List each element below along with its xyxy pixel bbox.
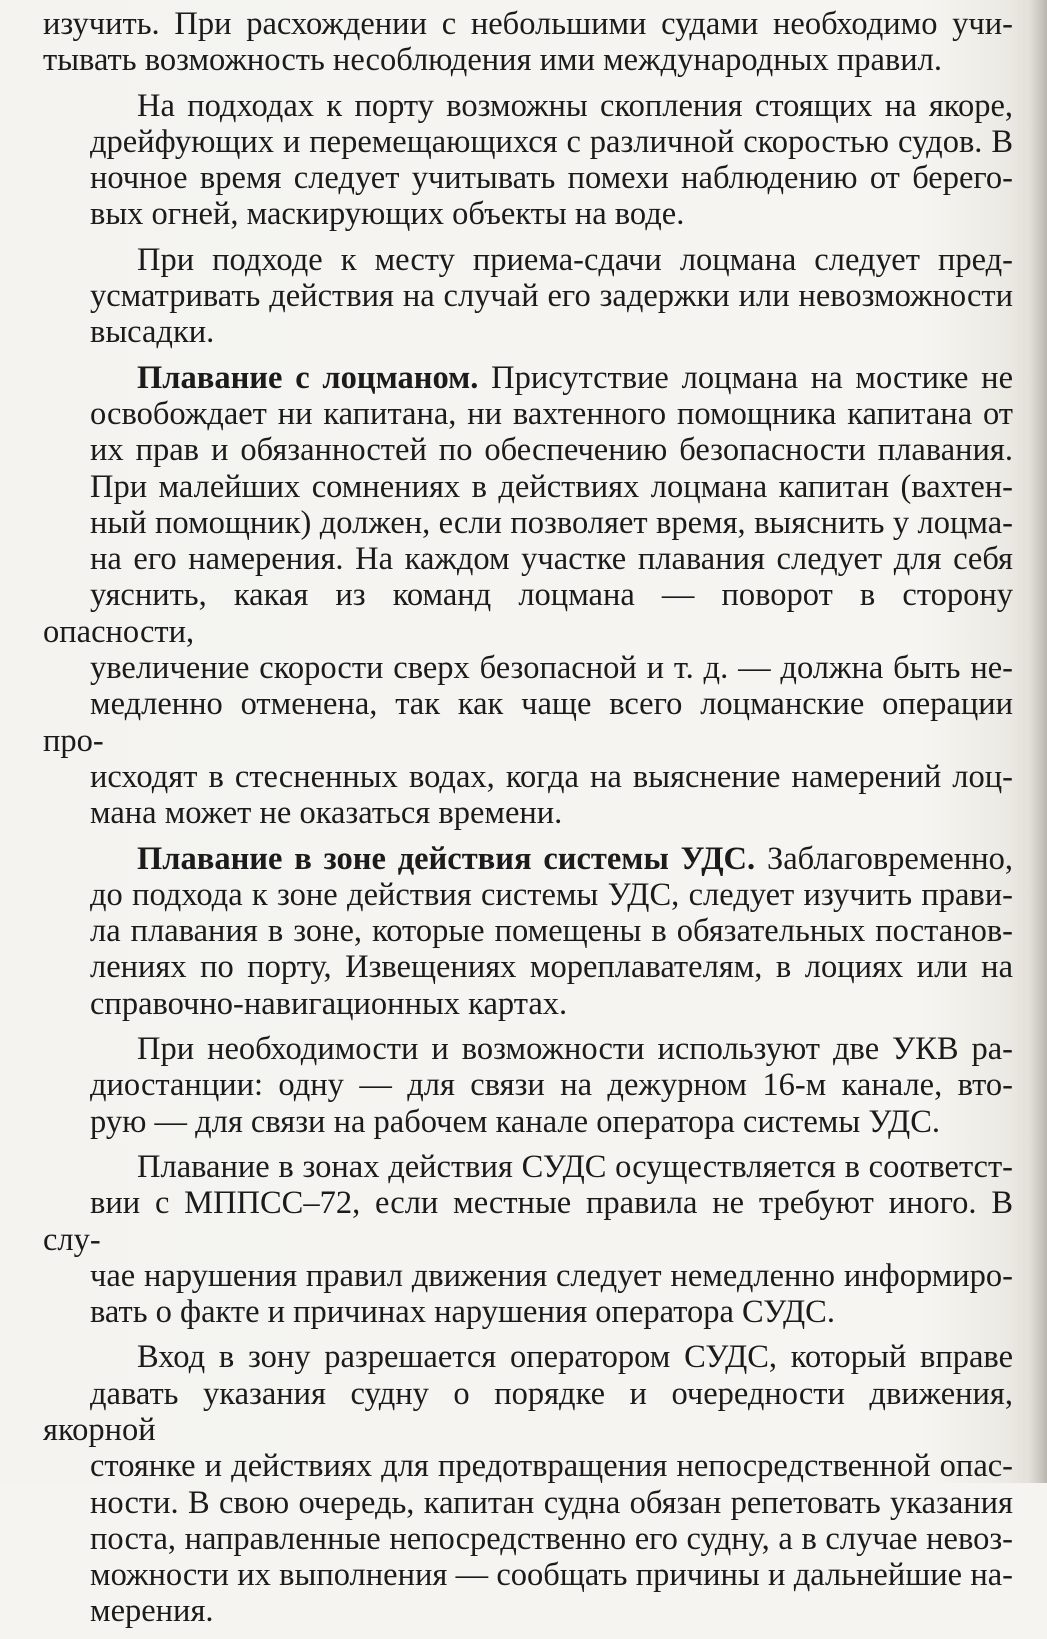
- paragraph-line: до подхода к зоне действия системы УДС, следует изучить прави-: [90, 876, 1013, 913]
- heading-line-text: Присутствие лоцмана на мостике не: [478, 359, 1013, 396]
- paragraph: [43, 841, 1013, 1022]
- paragraph-line: освобождает ни капитана, ни вахтенного помощника капитана от: [90, 395, 1013, 432]
- paragraph-line: ночное время следует учитывать помехи наблюдению от берего-: [90, 160, 1013, 197]
- paragraph-line: мана может не оказаться времени.: [90, 795, 563, 832]
- paragraph-line: вать о факте и причинах нарушения оператора СУДС.: [90, 1294, 835, 1331]
- paragraph-line: давать указания судну о порядке и очередности движения, якорной: [43, 1375, 1013, 1448]
- paragraph-line: их прав и обязанностей по обеспечению безопасности плавания.: [90, 432, 1013, 469]
- section-heading: Плавание с лоцманом.: [137, 359, 479, 396]
- paragraph-line: При необходимости и возможности используют две УКВ ра-: [137, 1031, 1013, 1068]
- paragraph-line: на его намерения. На каждом участке плавания следует для себя: [90, 541, 1013, 578]
- paragraph-line: ности. В свою очередь, капитан судна обязан репетовать указания: [90, 1484, 1013, 1521]
- paragraph-line: лениях по порту, Извещениях мореплавателям, в лоциях или на: [90, 949, 1013, 986]
- paragraph-line: чае нарушения правил движения следует немедленно информиро-: [90, 1257, 1013, 1294]
- paragraph-line: [43, 841, 1013, 877]
- paragraph-line: можности их выполнения — сообщать причины и дальнейшие на-: [90, 1557, 1013, 1594]
- paragraph-line: изучить. При расхождении с небольшими судами необходимо учи-: [43, 6, 1013, 42]
- paragraph-line: При малейших сомнениях в действиях лоцмана капитан (вахтен-: [90, 468, 1013, 505]
- page-edge-shadow: [1029, 0, 1047, 1483]
- paragraph-line: медленно отменена, так как чаще всего лоцманские операции про-: [43, 686, 1013, 759]
- paragraph-line: [43, 360, 1013, 396]
- paragraph-line: рую — для связи на рабочем канале оператора системы УДС.: [90, 1103, 941, 1140]
- paragraph-line: справочно-навигационных картах.: [90, 985, 568, 1022]
- paragraph-line: мерения.: [90, 1593, 214, 1630]
- paragraph: [43, 360, 1013, 832]
- paragraph-line: стоянке и действиях для предотвращения непосредственной опас-: [90, 1448, 1013, 1485]
- paragraph-line: усматривать действия на случай его задержки или невозможности: [90, 278, 1013, 315]
- paragraph-line: ный помощник) должен, если позволяет время, выяснить у лоцма-: [90, 504, 1013, 541]
- paragraph-line: При подходе к месту приема-сдачи лоцмана следует пред-: [137, 241, 1013, 278]
- heading-line-text: Заблаговременно,: [755, 840, 1013, 877]
- paragraph-line: Вход в зону разрешается оператором СУДС, который вправе: [137, 1339, 1013, 1376]
- paragraph: [43, 242, 1013, 351]
- paragraph-line: исходят в стесненных водах, когда на выяснение намерений лоц-: [90, 758, 1013, 795]
- paragraph-line: поста, направленные непосредственно его судну, а в случае невоз-: [90, 1520, 1013, 1557]
- paragraph-line: Плавание в зонах действия СУДС осуществляется в соответст-: [137, 1148, 1013, 1185]
- section-heading: Плавание в зоне действия системы УДС.: [137, 840, 756, 877]
- paragraph-line: ла плавания в зоне, которые помещены в обязательных постанов-: [90, 913, 1013, 950]
- paragraph: [43, 1031, 1013, 1140]
- paragraph-line: уяснить, какая из команд лоцмана — поворот в сторону опасности,: [43, 577, 1013, 650]
- paragraph-line: диостанции: одну — для связи на дежурном 16-м канале, вто-: [90, 1067, 1013, 1104]
- paragraph-line: высадки.: [90, 314, 215, 351]
- page-text: [43, 6, 1013, 1639]
- paragraph: [43, 6, 1013, 79]
- paragraph: [43, 1149, 1013, 1330]
- paragraph: [43, 1339, 1013, 1629]
- paragraph-line: увеличение скорости сверх безопасной и т. д. — должна быть не-: [90, 650, 1013, 687]
- paragraph-line: дрейфующих и перемещающихся с различной скоростью судов. В: [90, 123, 1013, 160]
- paragraph: [43, 88, 1013, 233]
- paragraph-line: вии с МППСС–72, если местные правила не требуют иного. В слу-: [43, 1185, 1013, 1258]
- paragraph-line: тывать возможность несоблюдения ими международных правил.: [43, 42, 943, 79]
- paragraph-line: вых огней, маскирующих объекты на воде.: [90, 196, 685, 233]
- paragraph-line: На подходах к порту возможны скопления стоящих на якоре,: [137, 87, 1013, 124]
